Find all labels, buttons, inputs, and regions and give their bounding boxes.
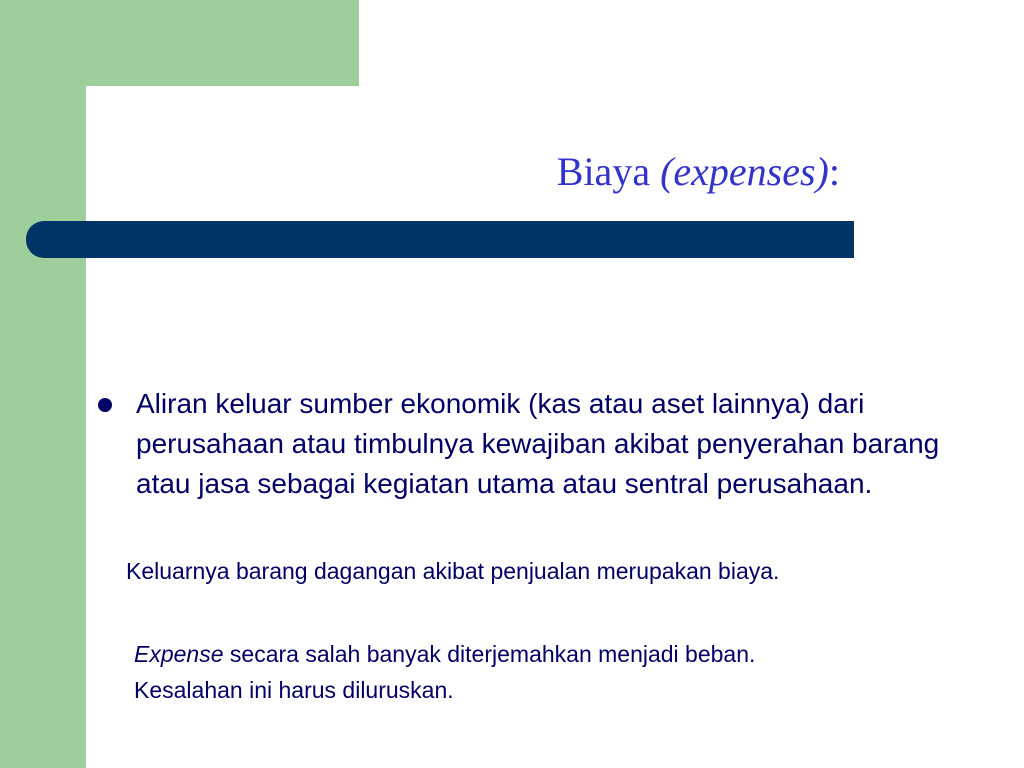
title-suffix: : [828,149,840,194]
note-sales-expense: Keluarnya barang dagangan akibat penjualan merupakan biaya. [126,558,780,584]
note-expense-translation [134,636,994,708]
expense-word: Expense [134,641,224,667]
title-plain: Biaya [556,149,661,194]
note-line-1-rest: secara salah banyak diterjemahkan menjadi beban. [223,641,756,667]
bullet-dot-icon [98,398,112,412]
rounded-corner [86,86,166,166]
green-side-bar [0,0,86,768]
bullet-item [98,384,978,504]
title-italic: (expenses) [660,149,829,194]
note-line-2: Kesalahan ini harus diluruskan. [134,677,454,703]
note-line-1 [134,636,994,672]
green-top-block [86,0,359,86]
slide-title [360,148,840,196]
bullet-text: Aliran keluar sumber ekonomik (kas atau aset lainnya) dari perusahaan atau timbulnya kewajiban akibat penyerahan barang atau jasa sebagai kegiatan utama atau sentral perusahaan. [136,388,940,499]
title-underline-bar [26,221,854,258]
